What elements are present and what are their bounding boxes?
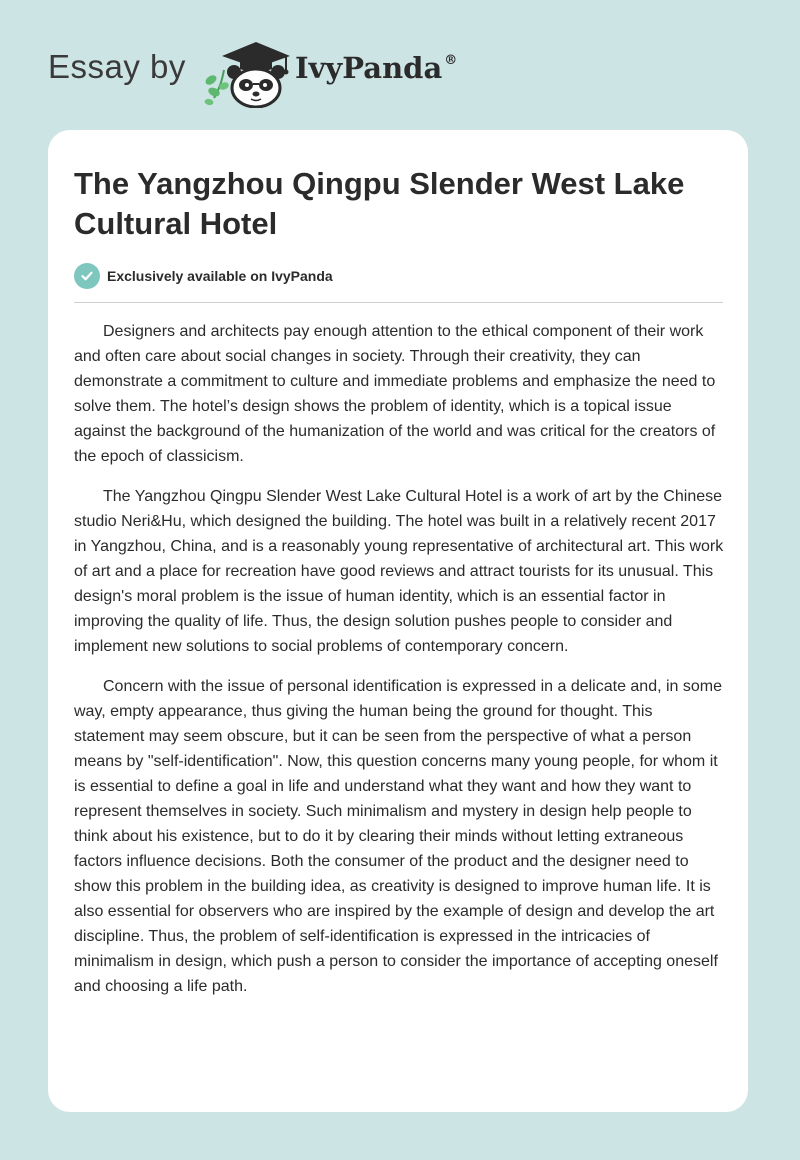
essay-by-label: Essay by xyxy=(48,48,186,85)
page-title: The Yangzhou Qingpu Slender West Lake Cultural Hotel xyxy=(74,166,685,241)
essay-paragraph-1: Designers and architects pay enough attention to the ethical component of their work and often care about social changes in society. Through their creativity, they can demonstrate a commitment to culture and immediate problems and emphasize the need to solve them. The hotel’s design shows the problem of identity, which is a topical issue against the background of the humanization of the world and was critical for the creators of the epoch of classicism. xyxy=(74,323,716,465)
panda-graduate-logo-icon[interactable] xyxy=(200,36,296,108)
exclusive-badge xyxy=(74,263,333,289)
registered-mark: ® xyxy=(444,53,458,68)
exclusive-badge-label: Exclusively available on IvyPanda xyxy=(107,268,333,284)
essay-paragraph-2: The Yangzhou Qingpu Slender West Lake Cultural Hotel is a work of art by the Chinese studio Neri&Hu, which designed the building. The hotel was built in a relatively recent 2017 in Yangzhou, China, and is a reasonably young representative of architectural art. This work of art and a place for recreation have good reviews and attract tourists for its unusual. This design's moral problem is the issue of human identity, which is an essential factor in improving the quality of life. Thus, the design solution pushes people to consider and implement new solutions to social problems of contemporary concern. xyxy=(74,488,724,655)
brand-name[interactable] xyxy=(295,51,457,85)
site-header xyxy=(48,36,508,108)
title-divider xyxy=(74,302,723,303)
essay-paragraph-3: Concern with the issue of personal identification is expressed in a delicate and, in some way, empty appearance, thus giving the human being the ground for thought. This statement may seem obscure, but it can be seen from the perspective of what a person means by "self-identification". Now, this question concerns many young people, for whom it is essential to define a goal in life and understand what they want and how they want to represent themselves in society. Such minimalism and mystery in design help people to think about his existence, but to do it by clearing their minds without letting extraneous factors influence decisions. Both the consumer of the product and the designer need to show this problem in the building idea, as creativity is designed to improve human life. It is also essential for observers who are inspired by the example of design and develop the art discipline. Thus, the problem of self-identification is expressed in the intricacies of minimalism in design, which push a person to consider the importance of accepting oneself and choosing a life path. xyxy=(74,678,723,995)
essay-card xyxy=(48,130,748,1112)
check-circle-icon xyxy=(74,263,100,289)
essay-body xyxy=(74,319,726,1014)
brand-name-text: IvyPanda xyxy=(295,51,443,85)
